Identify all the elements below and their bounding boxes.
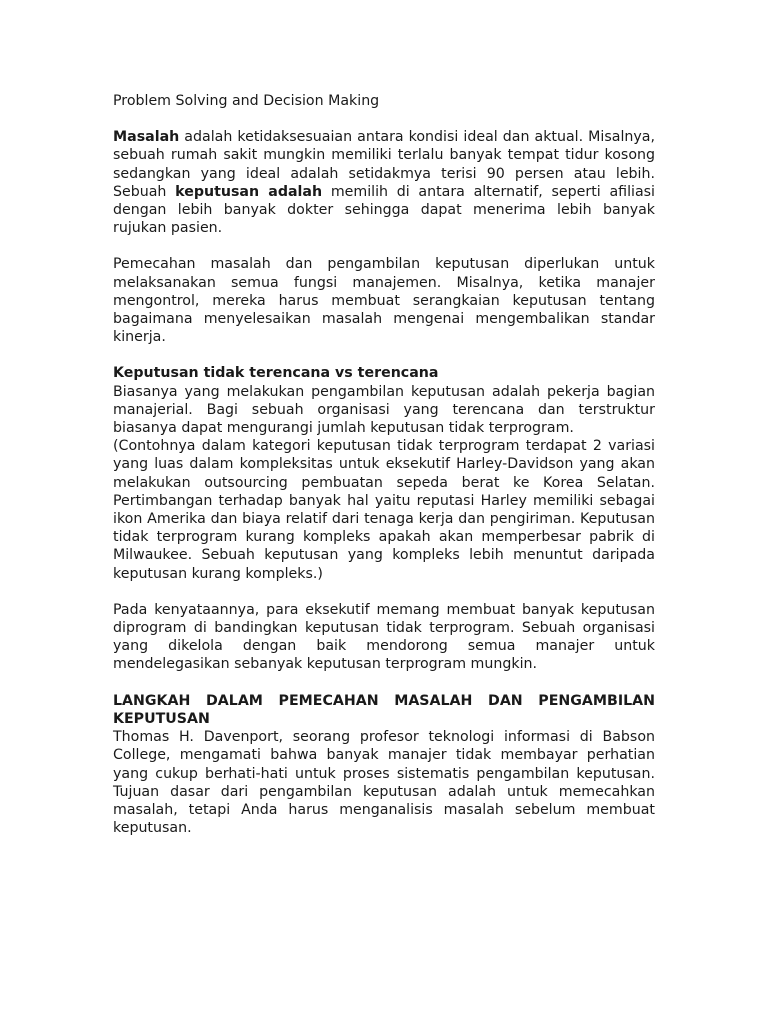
section-heading-langkah: LANGKAH DALAM PEMECAHAN MASALAH DAN PENGAMBILAN KEPUTUSAN: [113, 692, 655, 727]
paragraph-kenyataan: Pada kenyataannya, para eksekutif memang membuat banyak keputusan diprogram di bandingkan keputusan tidak terprogram. Sebuah organisasi yang dikelola dengan baik mendorong semua manajer untuk mendelegasikan sebanyak keputusan terprogram mungkin.: [113, 601, 655, 673]
section-heading-keputusan: Keputusan tidak terencana vs terencana: [113, 365, 439, 382]
term-masalah: Masalah: [113, 129, 180, 146]
paragraph-contohnya: (Contohnya dalam kategori keputusan tidak terprogram terdapat 2 variasi yang luas dalam kompleksitas untuk eksekutif Harley-Davidson yang akan melakukan outsourcing pembuatan sepeda berat ke Korea Selatan. Pertimbangan terhadap banyak hal yaitu reputasi Harley memiliki sebagai ikon Amerika dan biaya relatif dari tenaga kerja dan pengiriman. Keputusan tidak terprogram kurang kompleks apakah akan memperbesar pabrik di Milwaukee. Sebuah keputusan yang kompleks lebih menuntut daripada keputusan kurang kompleks.): [113, 438, 655, 582]
document-body: [113, 92, 655, 837]
paragraph-biasanya: Biasanya yang melakukan pengambilan keputusan adalah pekerja bagian manajerial. Bagi sebuah organisasi yang terencana dan terstruktur biasanya dapat mengurangi jumlah keputusan tidak terprogram.: [113, 383, 655, 437]
paragraph-masalah-text-1: adalah ketidaksesuaian antara kondisi ideal dan aktual. Misalnya, sebuah rumah sakit mungkin memiliki terlalu banyak tempat tidur kosong sedangkan yang ideal adalah setidakmya terisi 90 persen atau lebih. Sebuah: [113, 129, 655, 200]
paragraph-davenport: Thomas H. Davenport, seorang profesor teknologi informasi di Babson College, mengamati bahwa banyak manajer tidak membayar perhatian yang cukup berhati-hati untuk proses sistematis pengambilan keputusan. Tujuan dasar dari pengambilan keputusan adalah untuk memecahkan masalah, tetapi Anda harus menganalisis masalah sebelum membuat keputusan.: [113, 729, 655, 837]
paragraph-pemecahan: Pemecahan masalah dan pengambilan keputusan diperlukan untuk melaksanakan semua fungsi manajemen. Misalnya, ketika manajer mengontrol, mereka harus membuat serangkaian keputusan tentang bagaimana menyelesaikan masalah mengenai mengembalikan standar kinerja.: [113, 256, 655, 346]
paragraph-masalah: [113, 128, 655, 237]
term-keputusan: keputusan adalah: [175, 183, 323, 200]
document-title: Problem Solving and Decision Making: [113, 93, 380, 109]
paragraph-masalah-text-2: memilih di antara alternatif, seperti afiliasi dengan lebih banyak dokter sehingga dapat menerima lebih banyak rujukan pasien.: [113, 183, 655, 237]
